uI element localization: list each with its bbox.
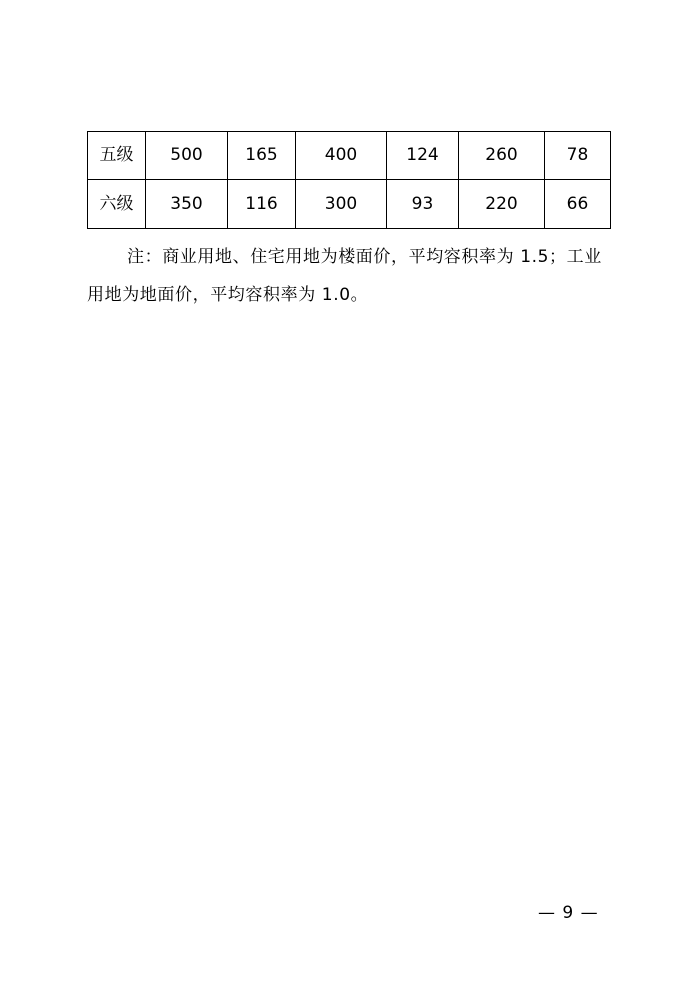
table-note: 注：商业用地、住宅用地为楼面价，平均容积率为 1.5；工业用地为地面价，平均容积率为 1.0。 xyxy=(87,247,602,305)
price-cell: 165 xyxy=(228,132,296,180)
price-cell: 260 xyxy=(459,132,545,180)
price-cell: 300 xyxy=(296,180,387,229)
price-cell: 93 xyxy=(387,180,459,229)
land-price-table xyxy=(87,131,611,229)
price-cell: 78 xyxy=(545,132,611,180)
price-cell: 400 xyxy=(296,132,387,180)
price-cell: 500 xyxy=(146,132,228,180)
price-cell: 220 xyxy=(459,180,545,229)
table-row xyxy=(88,180,611,229)
grade-cell: 五级 xyxy=(88,132,146,180)
price-cell: 66 xyxy=(545,180,611,229)
grade-cell: 六级 xyxy=(88,180,146,229)
price-cell: 124 xyxy=(387,132,459,180)
page-number: — 9 — xyxy=(538,903,599,923)
price-cell: 350 xyxy=(146,180,228,229)
price-cell: 116 xyxy=(228,180,296,229)
table-row xyxy=(88,132,611,180)
